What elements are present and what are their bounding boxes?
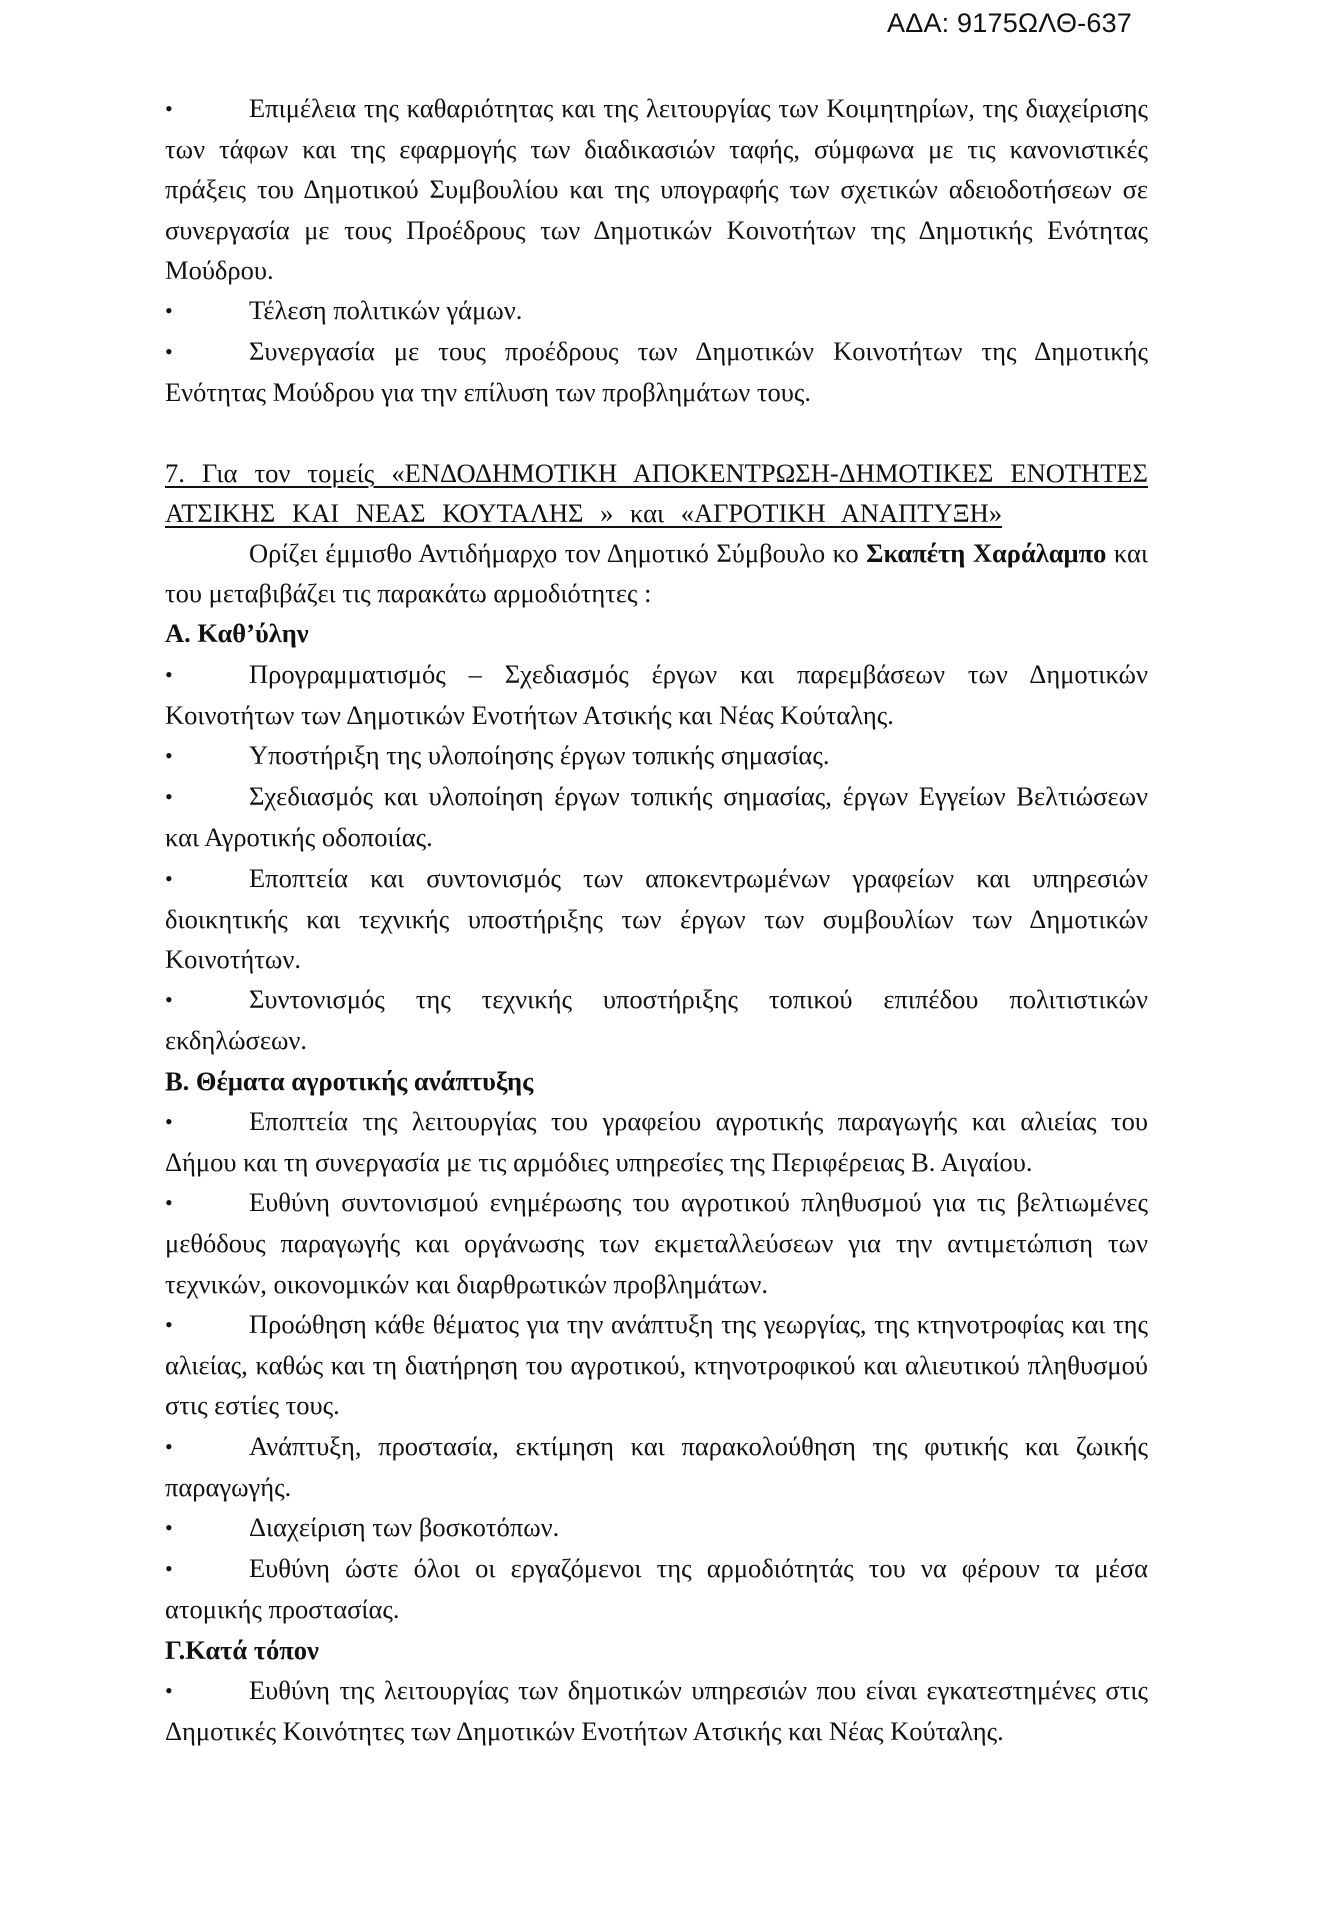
- list-item-text: Προγραμματισμός – Σχεδιασμός έργων και παρεμβάσεων των Δημοτικών Κοινοτήτων των Δημοτικών Ενοτήτων Ατσικής και Νέας Κούταλης.: [165, 658, 1148, 730]
- document-body: [165, 88, 1148, 1751]
- list-item-text: Τέλεση πολιτικών γάμων.: [249, 295, 523, 326]
- list-item: [165, 1670, 1148, 1751]
- bullet-icon: •: [165, 1311, 173, 1337]
- bullet-icon: •: [165, 865, 173, 891]
- list-item-text: Συνεργασία με τους προέδρους των Δημοτικών Κοινοτήτων της Δημοτικής Ενότητας Μούδρου για την επίλυση των προβλημάτων τους.: [165, 336, 1148, 408]
- list-item-text: Ευθύνη συντονισμού ενημέρωσης του αγροτικού πληθυσμού για τις βελτιωμένες μεθόδους παραγωγής και οργάνωσης των εκμεταλλεύσεων για την αντιμετώπιση των τεχνικών, οικονομικών και διαρθρωτικών προβλημάτων.: [165, 1187, 1148, 1299]
- list-item: [165, 1101, 1148, 1182]
- subsection-title-a: Α. Καθ’ύλην: [165, 618, 309, 649]
- list-item-text: Εποπτεία και συντονισμός των αποκεντρωμένων γραφείων και υπηρεσιών διοικητικής και τεχνικής υποστήριξης των έργων των συμβουλίων των Δημοτικών Κοινοτήτων.: [165, 862, 1148, 975]
- list-item-text: Ανάπτυξη, προστασία, εκτίμηση και παρακολούθηση της φυτικής και ζωικής παραγωγής.: [165, 1430, 1148, 1502]
- list-item: [165, 1182, 1148, 1304]
- list-item: [165, 1304, 1148, 1426]
- list-item: [165, 331, 1148, 412]
- bullet-icon: •: [165, 339, 173, 365]
- appointment-text-end: και του μεταβιβάζει τις παρακάτω αρμοδιότητες :: [165, 538, 1149, 609]
- bullet-icon: •: [165, 743, 173, 769]
- list-item: [165, 88, 1148, 290]
- list-item-text: Διαχείριση των βοσκοτόπων.: [249, 1511, 560, 1542]
- list-item: [165, 654, 1148, 735]
- list-item-text: Σχεδιασμός και υλοποίηση έργων τοπικής σημασίας, έργων Εγγείων Βελτιώσεων και Αγροτικής οδοποιίας.: [165, 781, 1148, 853]
- bullet-icon: •: [165, 987, 173, 1013]
- bullet-icon: •: [165, 298, 173, 324]
- bullet-icon: •: [165, 661, 173, 687]
- subsection-title-b: Β. Θέματα αγροτικής ανάπτυξης: [165, 1065, 534, 1096]
- ada-document-id: ΑΔΑ: 9175ΩΛΘ-637: [887, 8, 1133, 38]
- paragraph-spacer: [165, 413, 1148, 453]
- bullet-icon: •: [165, 1190, 173, 1216]
- subsection-title-c: Γ.Κατά τόπον: [165, 1634, 319, 1665]
- list-item-text: Υποστήριξη της υλοποίησης έργων τοπικής σημασίας.: [249, 740, 830, 771]
- list-item: [165, 290, 1148, 331]
- bullet-icon: •: [165, 1433, 173, 1459]
- list-item: [165, 1426, 1148, 1507]
- list-item: [165, 1507, 1148, 1548]
- list-item-text: Επιμέλεια της καθαριότητας και της λειτουργίας των Κοιμητηρίων, της διαχείρισης των τάφων και της εφαρμογής των διαδικασιών ταφής, σύμφωνα με τις κανονιστικές πράξεις του Δημοτικού Συμβουλίου και της υπογραφής των σχετικών αδειοδοτήσεων σε συνεργασία με τους Προέδρους των Δημοτικών Κοινοτήτων της Δημοτικής Ενότητας Μούδρου.: [165, 93, 1148, 285]
- appointment-text: Ορίζει έμμισθο Αντιδήμαρχο τον Δημοτικό Σύμβουλο κο: [249, 538, 867, 569]
- bullet-icon: •: [165, 96, 173, 121]
- list-item: [165, 858, 1148, 980]
- bullet-icon: •: [165, 1108, 173, 1134]
- list-item: [165, 1548, 1148, 1629]
- bullet-icon: •: [165, 1677, 173, 1703]
- appointee-name: Σκαπέτη Χαράλαμπο: [866, 538, 1107, 569]
- bullet-icon: •: [165, 1556, 173, 1582]
- list-item: [165, 735, 1148, 776]
- list-item-text: Ευθύνη ώστε όλοι οι εργαζόμενοι της αρμοδιότητάς του να φέρουν τα μέσα ατομικής προστασίας.: [165, 1553, 1148, 1625]
- list-item-text: Συντονισμός της τεχνικής υποστήριξης τοπικού επιπέδου πολιτιστικών εκδηλώσεων.: [165, 984, 1148, 1056]
- list-item-text: Εποπτεία της λειτουργίας του γραφείου αγροτικής παραγωγής και αλιείας του Δήμου και τη συνεργασία με τις αρμόδιες υπηρεσίες της Περιφέρειας Β. Αιγαίου.: [165, 1105, 1148, 1178]
- list-item-text: Ευθύνη της λειτουργίας των δημοτικών υπηρεσιών που είναι εγκατεστημένες στις Δημοτικές Κοινότητες των Δημοτικών Ενοτήτων Ατσικής και Νέας Κούταλης.: [165, 1674, 1148, 1746]
- list-item: [165, 979, 1148, 1060]
- section-heading: 7. Για τον τομείς «ΕΝΔΟΔΗΜΟΤΙΚΗ ΑΠΟΚΕΝΤΡΩΣΗ-ΔΗΜΟΤΙΚΕΣ ΕΝΟΤΗΤΕΣ ΑΤΣΙΚΗΣ ΚΑΙ ΝΕΑΣ ΚΟΥΤΑΛΗΣ » και «ΑΓΡΟΤΙΚΗ ΑΝΑΠΤΥΞΗ»: [165, 457, 1148, 528]
- appointment-paragraph: [165, 533, 1148, 613]
- list-item: [165, 776, 1148, 857]
- list-item-text: Προώθηση κάθε θέματος για την ανάπτυξη της γεωργίας, της κτηνοτροφίας και της αλιείας, καθώς και τη διατήρηση του αγροτικού, κτηνοτροφικού και αλιευτικού πληθυσμού στις εστίες τους.: [165, 1308, 1148, 1421]
- bullet-icon: •: [165, 784, 173, 810]
- bullet-icon: •: [165, 1514, 173, 1540]
